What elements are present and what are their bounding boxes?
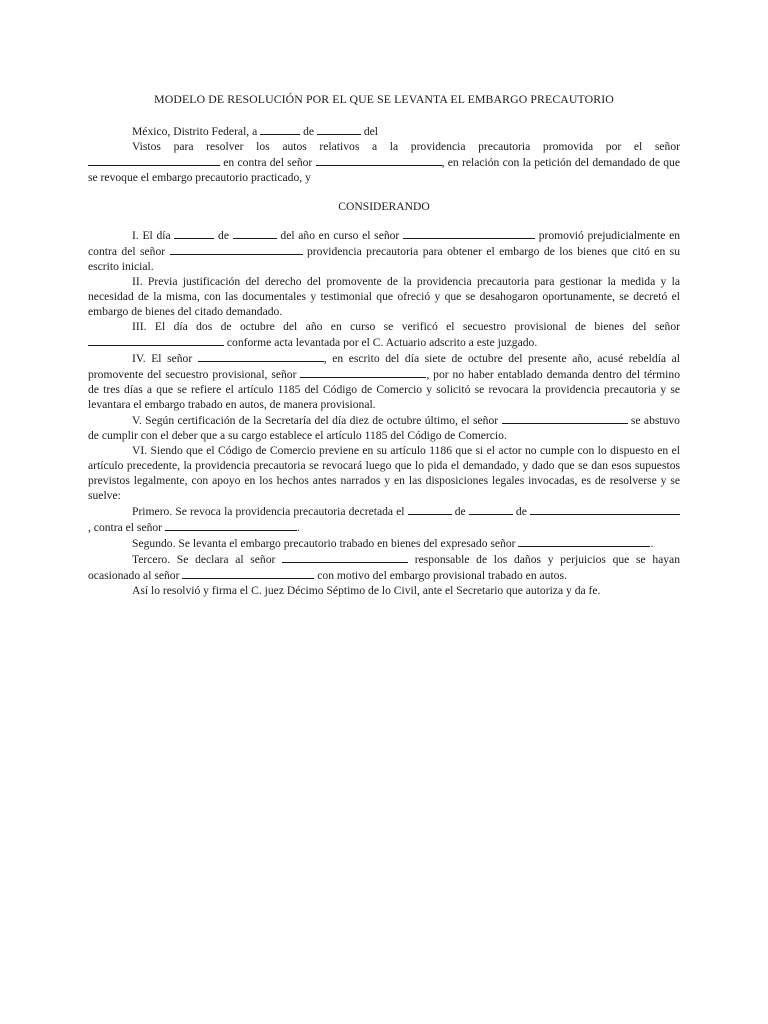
paragraph-text: responsable de los daños y perjuicios que se hayan ocasionado al señor bbox=[88, 553, 680, 582]
paragraph-text: del año en curso el señor bbox=[280, 229, 400, 242]
paragraph-text: de bbox=[515, 505, 527, 518]
vistos-paragraph bbox=[88, 139, 680, 185]
paragraph-text: V. Según certificación de la Secretaría del día diez de octubre último, el señor bbox=[132, 414, 499, 427]
blank-field bbox=[88, 154, 220, 166]
paragraph-text: , en relación con la petición del demandado de que se revoque el embargo precautorio practicado, y bbox=[88, 156, 680, 184]
blank-field bbox=[182, 567, 314, 579]
considerando-ii: II. Previa justificación del derecho del promovente de la providencia precautoria para gestionar la medida y la necesidad de la misma, con las documentales y testimonial que ofreció y que se desahogaron oportunamente, se decretó el embargo de bienes del citado demandado. bbox=[88, 275, 680, 318]
considerando-iv bbox=[88, 350, 680, 412]
date-line-text: de bbox=[303, 125, 315, 138]
blank-field bbox=[300, 366, 426, 378]
paragraph-text: IV. El señor bbox=[132, 352, 193, 365]
blank-field bbox=[518, 535, 650, 547]
paragraph-text: Segundo. Se levanta el embargo precautorio trabado en bienes del expresado señor bbox=[132, 537, 516, 550]
closing-paragraph: Así lo resolvió y firma el C. juez Décimo Séptimo de lo Civil, ante el Secretario que autoriza y da fe. bbox=[132, 584, 601, 597]
resolutivo-tercero bbox=[88, 551, 680, 583]
paragraph-text: . bbox=[296, 521, 300, 534]
date-line-text: México, Distrito Federal, a bbox=[132, 125, 258, 138]
paragraph-text: Vistos para resolver los autos relativos a la providencia precautoria promovida por el señor bbox=[132, 140, 680, 153]
blank-field bbox=[469, 503, 513, 515]
blank-field bbox=[88, 334, 224, 346]
paragraph-text: , en escrito del día siete de octubre del presente año, acusé rebeldía al promovente del secuestro provisional, señor bbox=[88, 352, 680, 381]
paragraph-text: en contra del señor bbox=[223, 156, 313, 169]
paragraph-text: se abstuvo de cumplir con el deber que a su cargo establece el artículo 1185 del Código de Comercio. bbox=[88, 414, 680, 442]
paragraph-text: , contra el señor bbox=[88, 521, 163, 534]
considerando-v bbox=[88, 412, 680, 443]
blank-field bbox=[233, 227, 277, 239]
resolutivo-primero bbox=[88, 503, 680, 535]
paragraph-text: providencia precautoria para obtener el embargo de los bienes que citó en su escrito inicial. bbox=[88, 245, 680, 273]
blank-field bbox=[317, 123, 361, 135]
date-line bbox=[88, 123, 680, 139]
blank-field bbox=[530, 503, 680, 515]
blank-field bbox=[403, 227, 535, 239]
blank-field bbox=[174, 227, 214, 239]
blank-field bbox=[502, 412, 628, 424]
resolutivo-segundo bbox=[88, 535, 680, 551]
blank-field bbox=[260, 123, 300, 135]
paragraph-text: Primero. Se revoca la providencia precautoria decretada el bbox=[132, 505, 405, 518]
blank-field bbox=[408, 503, 452, 515]
paragraph-text: promovió prejudicialmente en contra del señor bbox=[88, 229, 681, 258]
paragraph-text: . bbox=[650, 537, 654, 550]
paragraph-text: Tercero. Se declara al señor bbox=[132, 553, 276, 566]
paragraph-text: conforme acta levantada por el C. Actuario adscrito a este juzgado. bbox=[226, 336, 538, 349]
blank-field bbox=[198, 350, 324, 362]
paragraph-text: de bbox=[218, 229, 229, 242]
date-line-text: del bbox=[363, 125, 378, 138]
blank-field bbox=[316, 154, 442, 166]
paragraph-text: de bbox=[454, 505, 466, 518]
blank-field bbox=[282, 551, 408, 563]
considerando-iii bbox=[88, 319, 680, 350]
paragraph-text: I. El día bbox=[132, 229, 171, 242]
considerando-i bbox=[88, 227, 680, 274]
document-title: MODELO DE RESOLUCIÓN POR EL QUE SE LEVANTA EL EMBARGO PRECAUTORIO bbox=[154, 92, 614, 106]
blank-field bbox=[165, 519, 297, 531]
document-page bbox=[88, 92, 680, 598]
considerando-heading: CONSIDERANDO bbox=[338, 200, 430, 213]
considerando-vi: VI. Siendo que el Código de Comercio previene en su artículo 1186 que si el actor no cumple con lo dispuesto en el artículo precedente, la providencia precautoria se revocará luego que lo pida el demandado, y dado que se dan esos supuestos previstos legalmente, con apoyo en los hechos antes narrados y en las disposiciones legales invocadas, es de resolverse y se suelve: bbox=[88, 444, 680, 502]
paragraph-text: con motivo del embargo provisional trabado en autos. bbox=[317, 569, 567, 582]
blank-field bbox=[170, 243, 303, 255]
paragraph-text: III. El día dos de octubre del año en curso se verificó el secuestro provisional de bienes del señor bbox=[132, 320, 680, 333]
paragraph-text: , por no haber entablado demanda dentro del término de tres días a que se refiere el artículo 1185 del Código de Comercio y solicitó se revocara la providencia precautoria y se levantara el embargo trabado en autos, de manera provisional. bbox=[88, 368, 680, 411]
